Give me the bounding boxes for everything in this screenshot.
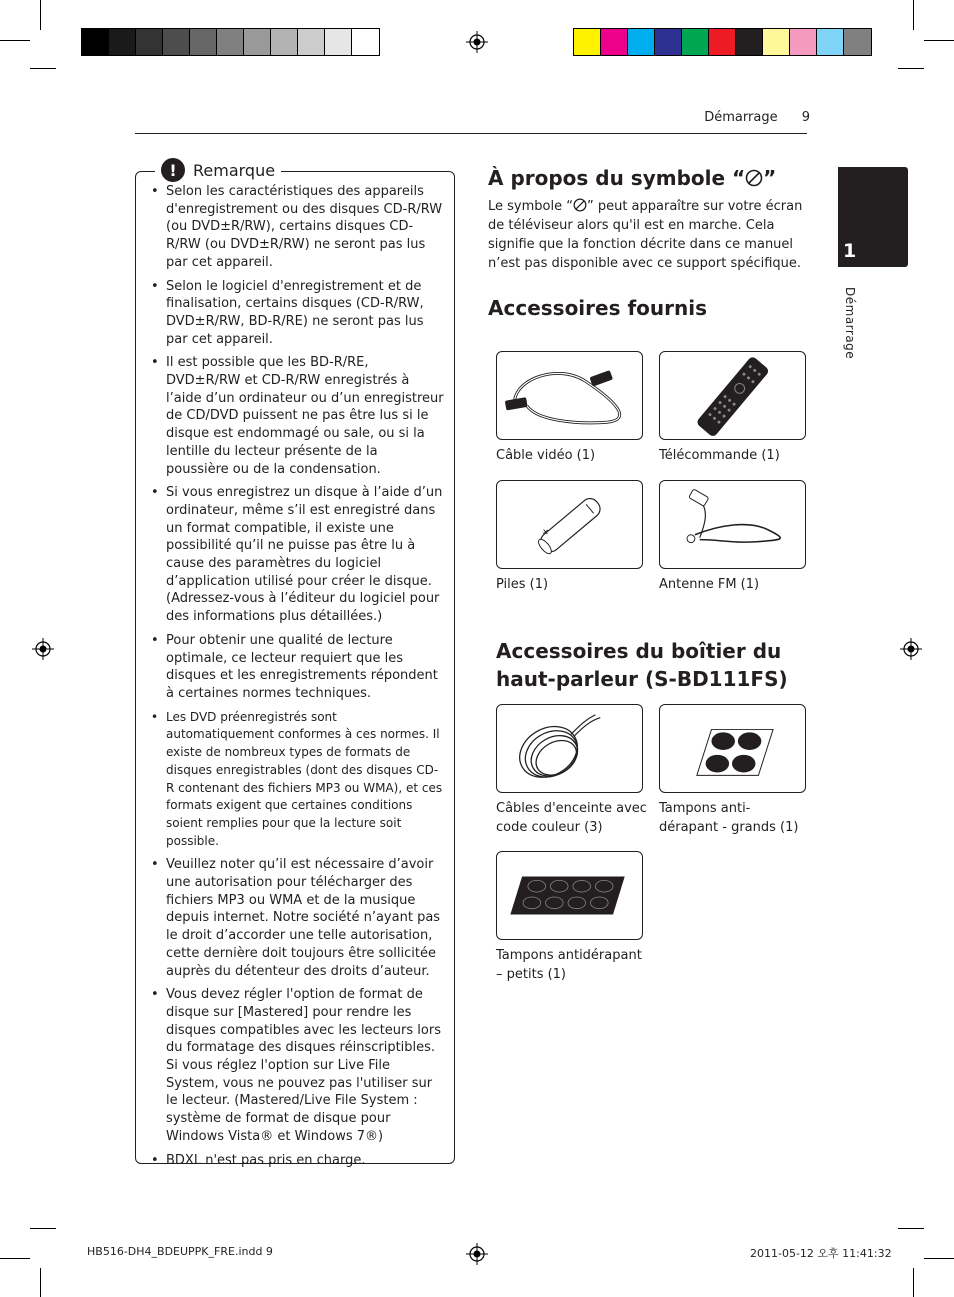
caption-line: code couleur (3) bbox=[496, 820, 603, 835]
title-line: Accessoires du boîtier du bbox=[496, 639, 782, 663]
registration-mark-icon bbox=[466, 31, 488, 53]
note-item: • Selon les caractéristiques des appareils d'enregistrement ou des disques CD-R/RW (ou DVD±R/RW), certains disques CD-R/RW (ou DVD±R/RW) ne seront pas lus par cet appareil. bbox=[148, 183, 444, 272]
chapter-label: Démarrage bbox=[843, 287, 857, 360]
video-cable-box bbox=[496, 351, 643, 440]
registration-mark-icon bbox=[900, 638, 922, 660]
crop-mark bbox=[40, 0, 41, 30]
caption-line: dérapant - grands (1) bbox=[659, 820, 799, 835]
accessory-caption: Piles (1) bbox=[496, 577, 549, 592]
color-swatch bbox=[163, 29, 190, 55]
section-name: Démarrage bbox=[704, 110, 778, 125]
large-pads-icon bbox=[660, 705, 805, 792]
note-item: • Les DVD préenregistrés sont automatiquement conformes à ces normes. Il existe de nombreux types de formats de disques enregistrables (dont des disques CD-R contenant des fichiers MP3 ou WMA), et ces formats exigent que certaines conditions soient remplies pour que la lecture soit possible. bbox=[148, 709, 444, 851]
color-swatch bbox=[763, 29, 790, 55]
crop-mark bbox=[30, 68, 56, 69]
crop-mark bbox=[913, 0, 914, 30]
color-swatch bbox=[574, 29, 601, 55]
color-swatch bbox=[244, 29, 271, 55]
battery-icon bbox=[497, 481, 642, 568]
large-pads-box bbox=[659, 704, 806, 793]
video-cable-icon bbox=[497, 352, 642, 439]
color-swatch bbox=[352, 29, 379, 55]
color-swatch bbox=[790, 29, 817, 55]
crop-mark bbox=[898, 68, 924, 69]
caption-line: Câbles d'enceinte avec bbox=[496, 801, 647, 816]
color-swatch bbox=[217, 29, 244, 55]
symbol-description bbox=[488, 197, 808, 273]
note-item: • Veuillez noter qu’il est nécessaire d’avoir une autorisation pour télécharger des fichiers MP3 ou WMA et de la musique depuis internet. Notre société n’ayant pas le droit d’accorder une telle autorisation, cette dernière doit toujours être sollicitée auprès du détenteur des droits d’auteur. bbox=[148, 856, 444, 980]
color-swatch bbox=[190, 29, 217, 55]
page-number: 9 bbox=[801, 110, 810, 125]
accessory-caption bbox=[496, 799, 647, 837]
crop-mark bbox=[898, 1228, 924, 1229]
color-swatch bbox=[682, 29, 709, 55]
accessory-caption bbox=[496, 946, 642, 984]
caption-line: Tampons antidérapant bbox=[496, 948, 642, 963]
fm-antenna-icon bbox=[660, 481, 805, 568]
description-text: ” peut apparaître sur votre écran de téléviseur alors qu'il est en marche. Cela signifie que la fonction décrite dans ce manuel n’est pas disponible avec ce support spécifique. bbox=[488, 199, 803, 271]
accessories-title: Accessoires fournis bbox=[488, 296, 707, 320]
color-swatch bbox=[325, 29, 352, 55]
color-swatch bbox=[844, 29, 871, 55]
small-pads-icon bbox=[497, 852, 642, 939]
color-swatch bbox=[655, 29, 682, 55]
gray-color-bar bbox=[81, 28, 380, 56]
svg-text:+: + bbox=[539, 525, 553, 540]
speaker-cable-box bbox=[496, 704, 643, 793]
note-item: • Si vous enregistrez un disque à l’aide d’un ordinateur, même s’il est enregistré dans un format compatible, il existe une possibilité qu’il ne puisse pas être lu à cause des paramètres du logiciel d’application utilisé pour créer le disque. (Adressez-vous à l’éditeur du logiciel pour des informations plus détaillées.) bbox=[148, 484, 444, 626]
color-swatch bbox=[271, 29, 298, 55]
crop-mark bbox=[0, 1258, 30, 1259]
color-swatch bbox=[298, 29, 325, 55]
battery-box bbox=[496, 480, 643, 569]
remote-control-box bbox=[659, 351, 806, 440]
note-item: • Vous devez régler l'option de format de disque sur [Mastered] pour rendre les disques compatibles avec les lecteurs lors du formatage des disques réinscriptibles. Si vous réglez l'option sur Live File System, vous ne pouvez pas l'utiliser sur le lecteur. (Mastered/Live File System : système de format de disque pour Windows Vista® et Windows 7®) bbox=[148, 986, 444, 1145]
color-swatch bbox=[601, 29, 628, 55]
registration-mark-icon bbox=[32, 638, 54, 660]
color-swatch bbox=[817, 29, 844, 55]
remote-control-icon bbox=[660, 352, 805, 439]
speaker-cable-icon bbox=[497, 705, 642, 792]
accessory-caption: Antenne FM (1) bbox=[659, 577, 760, 592]
accessory-caption bbox=[659, 799, 798, 837]
running-header bbox=[600, 110, 810, 125]
title-text: ” bbox=[763, 166, 777, 190]
color-swatch bbox=[709, 29, 736, 55]
color-swatch bbox=[109, 29, 136, 55]
note-item: • BDXL n'est pas pris en charge. bbox=[148, 1152, 444, 1170]
accessory-caption: Télécommande (1) bbox=[659, 448, 780, 463]
exclamation-icon: ! bbox=[161, 158, 185, 182]
small-pads-box bbox=[496, 851, 643, 940]
process-color-bar bbox=[573, 28, 872, 56]
footer-datetime: 2011-05-12 오후 11:41:32 bbox=[750, 1247, 892, 1260]
header-rule bbox=[135, 133, 807, 134]
crop-mark bbox=[0, 40, 30, 41]
prohibited-symbol-icon bbox=[573, 198, 587, 212]
title-line: haut-parleur (S-BD111FS) bbox=[496, 667, 788, 691]
color-swatch bbox=[628, 29, 655, 55]
note-item: • Il est possible que les BD-R/RE, DVD±R/RW et CD-R/RW enregistrés à l’aide d’un ordinateur ou d’un enregistreur de CD/DVD puissent ne pas être lus si le disque est endommagé ou sale, ou si la lentille du lecteur présente de la poussière ou de la condensation. bbox=[148, 354, 444, 478]
accessory-caption: Câble vidéo (1) bbox=[496, 448, 596, 463]
color-swatch bbox=[82, 29, 109, 55]
caption-line: – petits (1) bbox=[496, 967, 567, 982]
note-item: • Selon le logiciel d'enregistrement et de finalisation, certains disques (CD-R/RW, DVD±R/RW, BD-R/RE) ne seront pas lus par cet appareil. bbox=[148, 278, 444, 349]
caption-line: Tampons anti- bbox=[659, 801, 751, 816]
crop-mark bbox=[913, 1268, 914, 1297]
color-swatch bbox=[136, 29, 163, 55]
speaker-accessories-title bbox=[496, 637, 788, 693]
description-text: Le symbole “ bbox=[488, 199, 573, 214]
footer-filename: HB516-DH4_BDEUPPK_FRE.indd 9 bbox=[87, 1245, 273, 1258]
registration-mark-icon bbox=[466, 1243, 488, 1265]
crop-mark bbox=[40, 1268, 41, 1297]
note-title: Remarque bbox=[193, 160, 276, 180]
note-heading bbox=[155, 158, 281, 182]
crop-mark bbox=[924, 40, 954, 41]
prohibited-symbol-icon bbox=[745, 169, 763, 187]
note-item: • Pour obtenir une qualité de lecture optimale, ce lecteur requiert que les disques et les enregistrements répondent à certaines normes techniques. bbox=[148, 632, 444, 703]
title-text: À propos du symbole “ bbox=[488, 166, 746, 190]
chapter-number: 1 bbox=[843, 240, 857, 262]
note-list bbox=[148, 183, 444, 1175]
color-swatch bbox=[736, 29, 763, 55]
symbol-section-title bbox=[488, 166, 776, 190]
crop-mark bbox=[924, 1258, 954, 1259]
fm-antenna-box bbox=[659, 480, 806, 569]
crop-mark bbox=[30, 1228, 56, 1229]
